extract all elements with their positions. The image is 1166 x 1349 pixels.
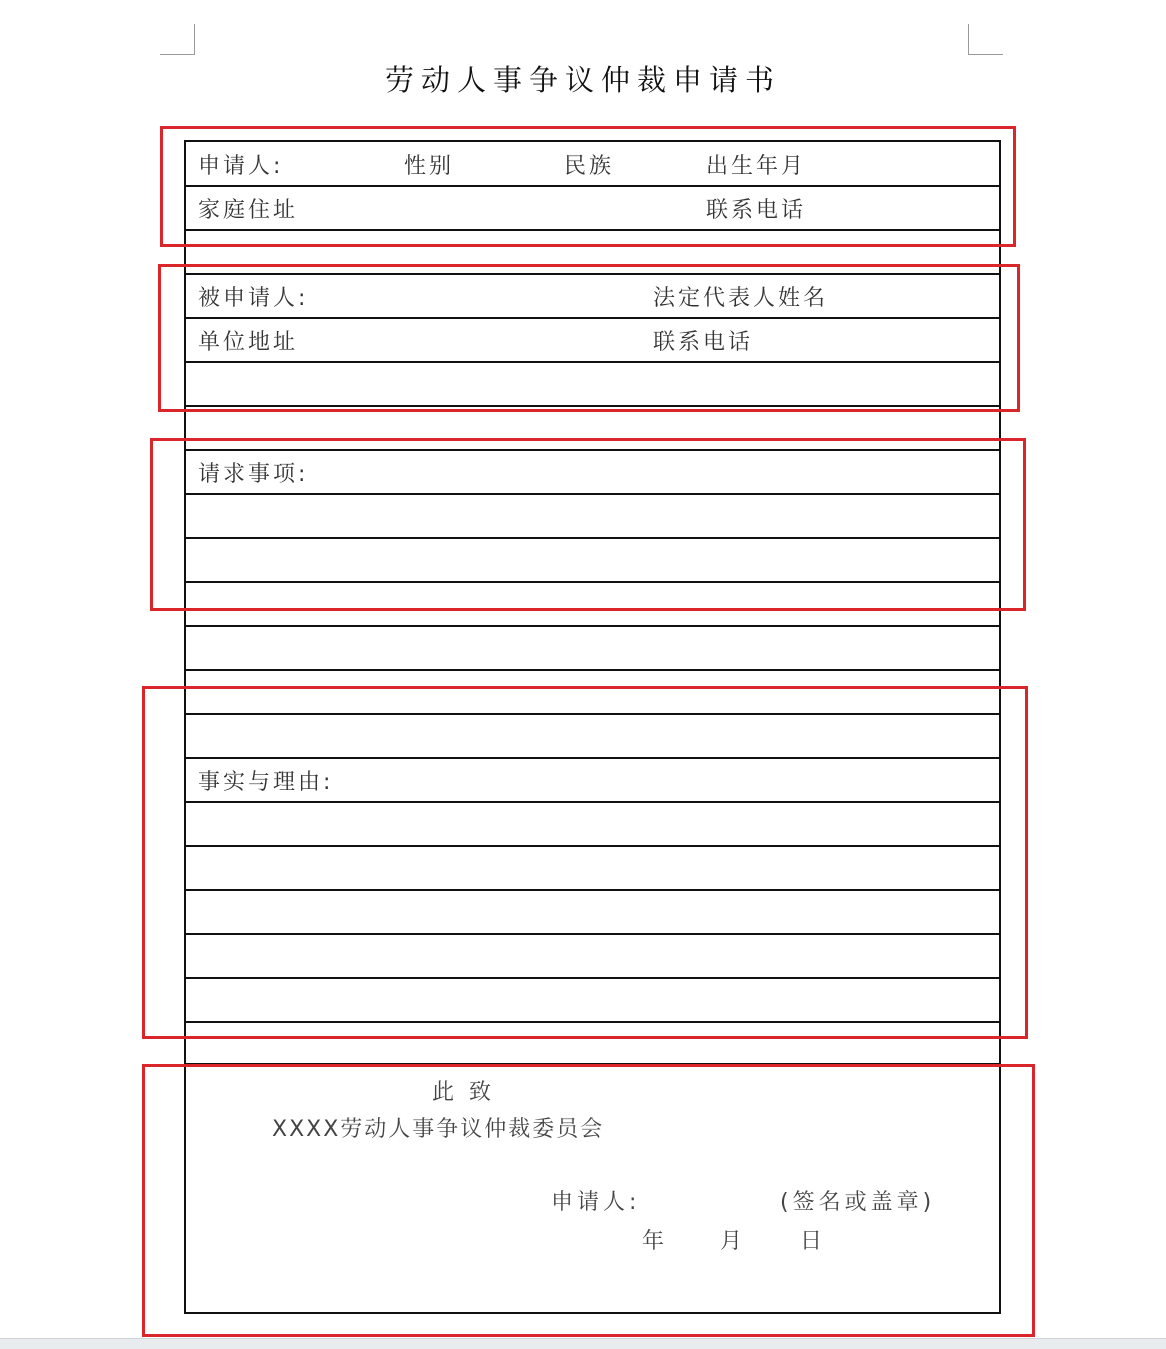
closing-applicant-label: 申请人: [551, 1190, 641, 1215]
applicant-gender-label: 性别 [404, 154, 455, 179]
highlight-claims-section [150, 438, 1026, 611]
highlight-applicant-section [160, 126, 1016, 247]
form-rule [186, 625, 999, 627]
closing-day-label: 日 [800, 1229, 827, 1254]
highlight-closing-section [142, 1064, 1035, 1337]
closing-salutation: 此 致 [432, 1080, 495, 1105]
highlight-facts-section [142, 686, 1028, 1039]
claims-label: 请求事项: [198, 462, 309, 487]
respondent-address-label: 单位地址 [198, 330, 299, 355]
applicant-phone-label: 联系电话 [706, 198, 807, 223]
closing-year-label: 年 [642, 1229, 669, 1254]
applicant-address-label: 家庭住址 [198, 198, 299, 223]
respondent-legal-rep-label: 法定代表人姓名 [653, 286, 829, 311]
applicant-birth-label: 出生年月 [706, 154, 807, 179]
page-bottom-edge [0, 1338, 1166, 1349]
page-corner-mark-top-left [160, 24, 195, 55]
page-corner-mark-top-right [968, 24, 1003, 55]
form-rule [186, 669, 999, 671]
facts-label: 事实与理由: [198, 770, 334, 795]
closing-month-label: 月 [720, 1229, 747, 1254]
document-title: 劳动人事争议仲裁申请书 [384, 63, 781, 97]
applicant-ethnicity-label: 民族 [564, 154, 615, 179]
highlight-respondent-section [158, 264, 1020, 412]
respondent-phone-label: 联系电话 [653, 330, 754, 355]
applicant-name-label: 申请人: [198, 154, 284, 179]
respondent-name-label: 被申请人: [198, 286, 309, 311]
closing-signature-note: (签名或盖章) [780, 1190, 936, 1215]
closing-committee: XXXX劳动人事争议仲裁委员会 [272, 1117, 605, 1142]
